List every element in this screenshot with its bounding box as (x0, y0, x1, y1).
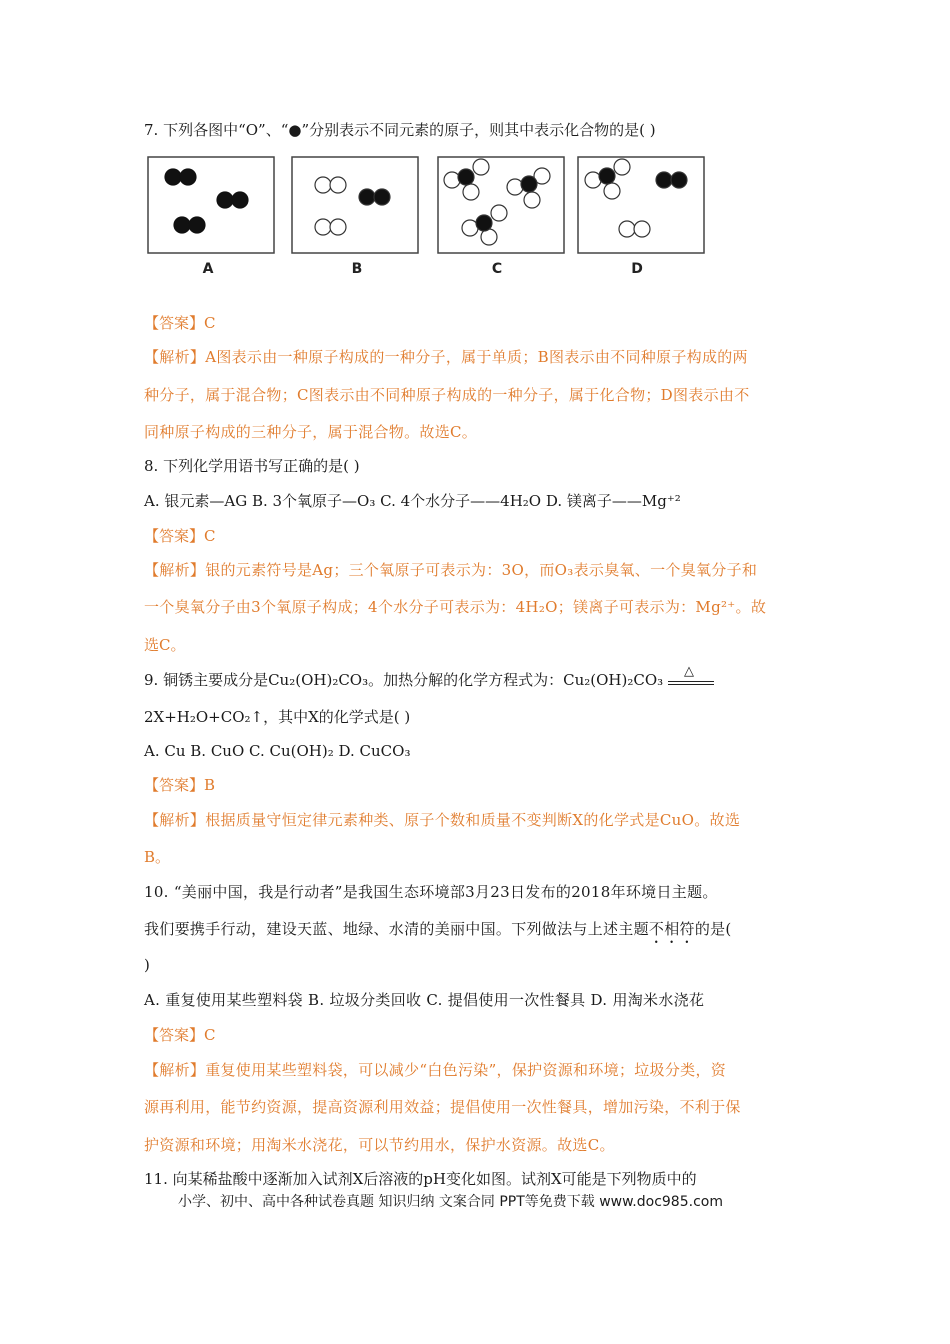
q7-analysis-line: 同种原子构成的三种分子，属于混合物。故选C。 (144, 423, 478, 441)
q9-stem-text: 9. 铜锈主要成分是Cu₂(OH)₂CO₃。加热分解的化学方程式为：Cu₂(OH)₂CO₃ (144, 671, 664, 689)
q9-answer: 【答案】B (144, 776, 216, 794)
q8-analysis-line: 【解析】银的元素符号是Ag；三个氧原子可表示为：3O，而O₃表示臭氧、一个臭氧分子和 (144, 561, 758, 579)
emphasis-not-consistent: 不相符 (648, 920, 695, 938)
q9-analysis-line: B。 (144, 848, 171, 866)
q7-analysis-line: 【解析】A图表示由一种原子构成的一种分子，属于单质；B图表示由不同种原子构成的两 (144, 348, 748, 366)
question-9-stem (144, 664, 714, 690)
q10-options: A. 重复使用某些塑料袋 B. 垃圾分类回收 C. 提倡使用一次性餐具 D. 用淘米水浇花 (144, 991, 705, 1009)
diagram-label-b: B (351, 261, 363, 277)
q9-stem-continued: 2X+H₂O+CO₂↑，其中X的化学式是( ) (144, 708, 411, 726)
question-7-stem: 7. 下列各图中“O”、“●”分别表示不同元素的原子，则其中表示化合物的是( ) (144, 121, 656, 139)
q7-answer: 【答案】C (144, 314, 216, 332)
diagram-label-a: A (202, 261, 214, 277)
heat-triangle-icon: △ (683, 664, 694, 679)
question-8-stem: 8. 下列化学用语书写正确的是( ) (144, 457, 360, 475)
q10-stem-close: ) (144, 956, 150, 974)
heat-equals-sign (668, 664, 714, 690)
q10-stem-continued: 我们要携手行动，建设天蓝、地绿、水清的美丽中国。下列做法与上述主题不相符的是( (144, 920, 732, 938)
q7-analysis-line: 种分子，属于混合物；C图表示由不同种原子构成的一种分子，属于化合物；D图表示由不 (144, 386, 750, 404)
q9-analysis-line: 【解析】根据质量守恒定律元素种类、原子个数和质量不变判断X的化学式是CuO。故选 (144, 811, 741, 829)
question-11-stem: 11. 向某稀盐酸中逐渐加入试剂X后溶液的pH变化如图。试剂X可能是下列物质中的 (144, 1170, 697, 1188)
q8-answer: 【答案】C (144, 527, 216, 545)
diagram-d-molecules (585, 159, 687, 237)
diagram-label-d: D (631, 261, 643, 277)
footer-promo: 小学、初中、高中各种试卷真题 知识归纳 文案合同 PPT等免费下载 www.doc985.com (178, 1194, 723, 1210)
q8-analysis-line: 选C。 (144, 636, 186, 654)
diagram-a-molecules (165, 169, 248, 233)
diagram-b-molecules (315, 177, 390, 235)
diagram-c-molecules (444, 159, 550, 245)
diagram-label-c: C (491, 261, 503, 277)
q10-analysis-line: 【解析】重复使用某些塑料袋，可以减少“白色污染”，保护资源和环境；垃圾分类，资 (144, 1061, 727, 1079)
q10-analysis-line: 护资源和环境；用淘米水浇花，可以节约用水，保护水资源。故选C。 (144, 1136, 615, 1154)
q10-answer: 【答案】C (144, 1026, 216, 1044)
q10-analysis-line: 源再利用，能节约资源，提高资源利用效益；提倡使用一次性餐具，增加污染，不利于保 (144, 1098, 741, 1116)
molecule-diagrams (146, 155, 708, 285)
question-10-stem: 10. “美丽中国，我是行动者”是我国生态环境部3月23日发布的2018年环境日主题。 (144, 883, 718, 901)
q8-options: A. 银元素—AG B. 3个氧原子—O₃ C. 4个水分子——4H₂O D. 镁离子——Mg⁺² (144, 492, 681, 510)
q9-options: A. Cu B. CuO C. Cu(OH)₂ D. CuCO₃ (144, 742, 411, 760)
q8-analysis-line: 一个臭氧分子由3个氧原子构成；4个水分子可表示为：4H₂O；镁离子可表示为：Mg²⁺。故 (144, 598, 767, 616)
